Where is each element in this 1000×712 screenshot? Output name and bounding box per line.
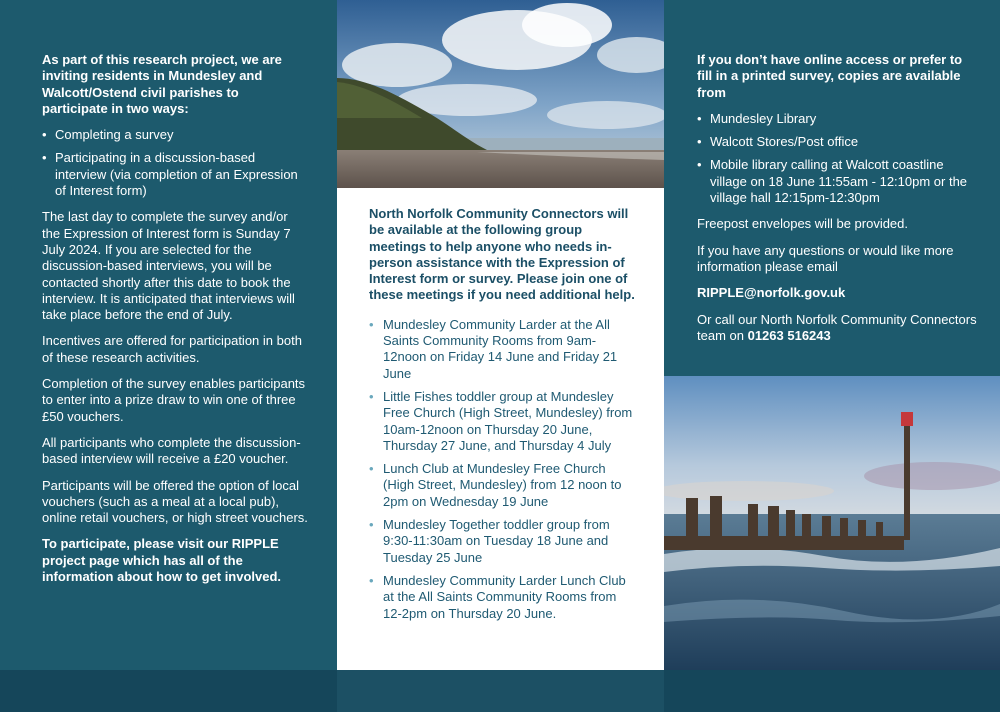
intro-text: As part of this research project, we are inviting residents in Mundesley and Walcott/Ostend civil parishes to participate in two ways: <box>42 52 282 116</box>
incentives-text: Incentives are offered for participation in both of these research activities. <box>42 333 302 365</box>
deadline-text: The last day to complete the survey and/or the Expression of Interest form is Sunday 7 July 2024. If you are selected for the discussion-based interviews, you will be contacted shortly after this date to book the interview. It is anticipated that interviews will take place before the end of July. <box>42 209 295 323</box>
phone-number: 01263 516243 <box>747 327 831 343</box>
beach-cliff-photo <box>337 0 664 188</box>
list-item: • Lunch Club at Mundesley Free Church (High Street, Mundesley) from 12 noon to 2pm on Wednesday 19 June <box>369 461 622 509</box>
list-item: • Mobile library calling at Walcott coastline village on 18 June 11:55am - 12:10pm or the village hall 12:15pm-12:30pm <box>697 157 968 206</box>
bullet-icon: • <box>369 388 374 404</box>
participate-cta: To participate, please visit our RIPPLE project page which has all of the information about how to get involved. <box>42 536 282 585</box>
list-item: • Participating in a discussion-based interview (via completion of an Expression of Interest form) <box>42 150 298 199</box>
interview-voucher-text: All participants who complete the discussion-based interview will receive a £20 voucher. <box>42 434 301 467</box>
list-item: • Mundesley Together toddler group from 9:30-11:30am on Tuesday 18 June and Tuesday 25 June <box>369 517 610 565</box>
list-item: • Little Fishes toddler group at Mundesley Free Church (High Street, Mundesley) from 10am-12noon on Thursday 20 June, Thursday 27 June, and Thursday 4 July <box>369 388 633 453</box>
list-item: • Mundesley Community Larder Lunch Club at the All Saints Community Rooms from 12-2pm on Thursday 20 June. <box>369 572 626 621</box>
footer-band <box>664 670 1000 712</box>
right-panel <box>664 0 1000 712</box>
middle-panel-text <box>369 206 637 632</box>
meetings-list <box>369 317 637 622</box>
list-item: • Mundesley Library <box>697 110 817 126</box>
bullet-icon: • <box>697 157 702 173</box>
bullet-icon: • <box>369 316 374 332</box>
voucher-options-text: Participants will be offered the option of local vouchers (such as a meal at a local pub), online retail vouchers, or high street vouchers. <box>42 477 308 526</box>
footer-band <box>0 670 337 712</box>
participation-ways-list <box>42 127 308 199</box>
bullet-icon: • <box>369 572 374 588</box>
bullet-icon: • <box>369 461 374 477</box>
list-item: • Completing a survey <box>42 127 174 143</box>
connectors-intro: North Norfolk Community Connectors will be available at the following group meetings to help anyone who needs in-person assistance with the Expression of Interest form or survey. Please join one of these meetings if you need additional help. <box>369 206 635 303</box>
call-prefix: Or call our North Norfolk Community Connectors team on <box>697 311 977 343</box>
prize-draw-text: Completion of the survey enables participants to enter into a prize draw to win one of three £50 vouchers. <box>42 376 306 424</box>
middle-panel <box>337 0 664 712</box>
bullet-icon: • <box>697 134 702 150</box>
survey-locations-list <box>697 111 977 206</box>
bullet-icon: • <box>42 127 47 143</box>
right-panel-text <box>697 52 977 354</box>
footer-band <box>337 670 664 712</box>
list-item: • Mundesley Community Larder at the All Saints Community Rooms from 9am-12noon on Friday 14 June and Friday 21 June <box>369 316 618 381</box>
bullet-icon: • <box>369 517 374 533</box>
left-panel <box>0 0 337 712</box>
bullet-icon: • <box>697 110 702 126</box>
left-panel-text <box>42 52 308 595</box>
printed-survey-intro: If you don’t have online access or prefer to fill in a printed survey, copies are available from <box>697 52 963 100</box>
groynes-sea-photo <box>664 376 1000 670</box>
questions-text: If you have any questions or would like more information please email <box>697 242 954 274</box>
freepost-text: Freepost envelopes will be provided. <box>697 216 909 232</box>
call-text <box>697 312 977 345</box>
bullet-icon: • <box>42 150 47 166</box>
list-item: • Walcott Stores/Post office <box>697 134 859 150</box>
contact-email: RIPPLE@norfolk.gov.uk <box>697 285 846 301</box>
